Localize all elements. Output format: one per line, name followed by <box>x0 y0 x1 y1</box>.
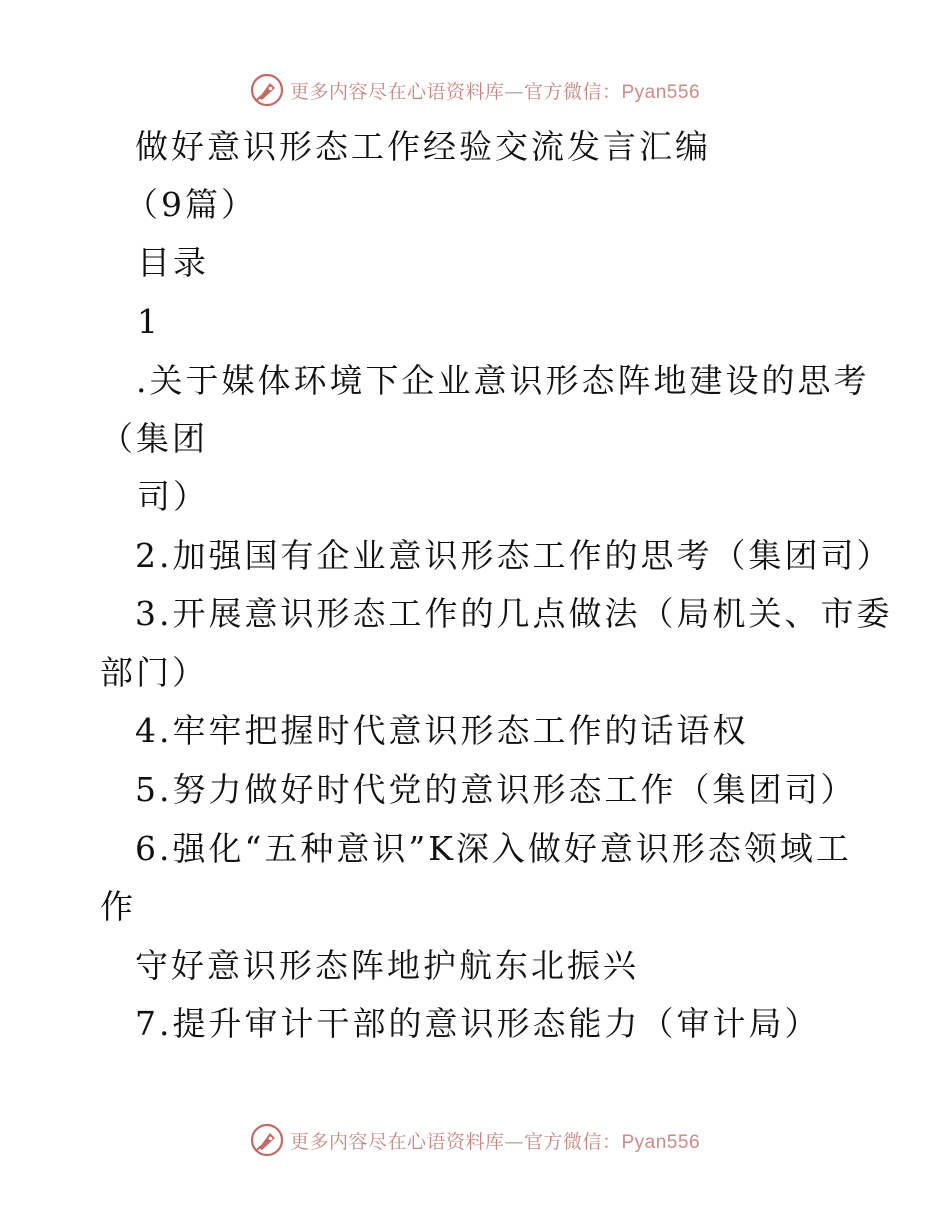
toc-line: 守好意识形态阵地护航东北振兴 <box>135 946 639 985</box>
toc-line: 6.强化“五种意识”K深入做好意识形态领域工 <box>135 829 852 868</box>
pen-nib-logo-icon <box>250 73 284 107</box>
toc-line: 1 <box>137 302 161 341</box>
watermark-separator: — <box>504 80 524 103</box>
watermark-footer <box>0 1120 950 1160</box>
document-title-line-1: 做好意识形态工作经验交流发言汇编 <box>135 127 711 166</box>
toc-line: .关于媒体环境下企业意识形态阵地建设的思考 <box>136 361 870 400</box>
watermark-wechat-label: 官方微信： <box>523 1130 622 1153</box>
toc-line: （集团 <box>100 419 208 458</box>
watermark-wechat-id: Pyan556 <box>621 81 701 103</box>
toc-line: 作 <box>100 887 136 926</box>
toc-heading: 目录 <box>137 243 209 282</box>
watermark-wechat-id: Pyan556 <box>621 1131 701 1153</box>
watermark-header <box>0 70 950 110</box>
toc-line: 3.开展意识形态工作的几点做法（局机关、市委 <box>135 594 893 633</box>
toc-line: 部门） <box>100 653 208 692</box>
watermark-site-text: 更多内容尽在心语资料库 <box>289 80 505 103</box>
toc-line: 2.加强国有企业意识形态工作的思考（集团司） <box>135 536 893 575</box>
watermark-separator: — <box>504 1130 524 1153</box>
toc-line: 4.牢牢把握时代意识形态工作的话语权 <box>135 711 749 750</box>
watermark-site-text: 更多内容尽在心语资料库 <box>289 1130 505 1153</box>
watermark-wechat-label: 官方微信： <box>523 80 622 103</box>
document-title-line-2: （9篇） <box>125 185 257 224</box>
toc-line: 7.提升审计干部的意识形态能力（审计局） <box>135 1004 821 1043</box>
pen-nib-logo-icon <box>250 1123 284 1157</box>
toc-line: 5.努力做好时代党的意识形态工作（集团司） <box>135 770 857 809</box>
toc-line: 司） <box>137 477 209 516</box>
